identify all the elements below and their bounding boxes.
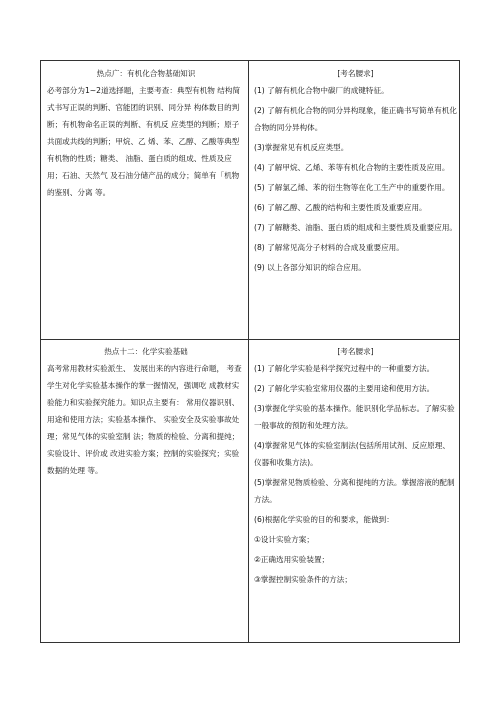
requirement-item: (2) 了解有机化合物的同分异构现象，能正确书写简单有机化合物的同分异构体。 (254, 106, 458, 132)
requirement-item: (9) 以上各部分知识的综合应用。 (254, 263, 366, 272)
hotspot-experiment-title: 热点十二：化学实验基础 (104, 347, 188, 356)
requirement-item: (3)掌握常见有机反应类型。 (254, 143, 349, 152)
hotspot-organic-cell (47, 65, 245, 201)
column-divider (248, 61, 249, 642)
requirement-item: ③掌握控制实验条件的方法； (254, 575, 352, 584)
requirement-item: ②正确选用实验装置； (254, 555, 330, 564)
requirement-item: (5)掌握常见物质检验、分离和提纯的方法。掌握溶液的配制方法。 (254, 478, 455, 504)
content-table (40, 60, 460, 643)
requirement-item: (8) 了解常见高分子材料的合成及重要应用。 (254, 243, 404, 252)
requirement-item: (6)根据化学实验的目的和要求，能做到： (254, 515, 394, 524)
requirement-item: (1) 了解有机化合物中碳厂的成键特征。 (254, 86, 389, 95)
hotspot-organic-title: 热点广：有机化合物基础知识 (96, 69, 196, 78)
hotspot-experiment-body: 高考常用教材实验派生、 发展出来的内容进行命题， 考查学生对化学实验基本操作的掌一握情况，强调吃 成教材实验能力和实验探究能力。知识点主要有： 常用仪器识别、用途和使用方法；实验基本操作、 实验安全及实验事故处理；常见气体的实验室制 法；物质的检验、分离和提纯；实验设计、评价或 改进实验方案；控制的实验探究；实验数据的处理 等。 (47, 364, 242, 475)
hotspot-organic-body: 必考部分为1~2道选择题，主要考查：典型有机物 结构简式书写正误的判断、官能团的识别、同分异 构体数目的判断；有机物命名正误的判断、有机反 应类型的判断；原子共面或共线的判断；甲烷、乙 烯、苯、乙醇、乙酸等典型有机物的性质；糖类、 油脂、蛋白质的组成、性质及应用；石油、天然气 及石油分储产品的成分；简单有「机物的鉴别、分离 等。 (47, 86, 241, 197)
requirements-organic-cell (254, 65, 457, 279)
row-divider (41, 339, 459, 340)
requirement-item: (4) 了解甲烷、乙烯、苯等有机化合物的主要性质及应用。 (254, 163, 450, 172)
requirement-item: (4)掌握常见气体的实验室制法(包括所用试剂、反应原理、仪器和收集方法)。 (254, 441, 450, 467)
requirements-experiment-cell (254, 343, 457, 591)
requirement-item: (3)掌握化学实验的基本操作。能识别化学品标志。了解实验一般事故的预防和处理方法。 (254, 404, 455, 430)
requirements-organic-title: [考名腰求] (337, 69, 374, 78)
hotspot-experiment-cell (47, 343, 245, 479)
requirement-item: (2) 了解化学实验室常用仪器的主要用途和使用方法。 (254, 384, 435, 393)
requirement-item: ①设计实验方案； (254, 535, 314, 544)
requirement-item: (1) 了解化学实验是科学探究过程中的一种重要方法。 (254, 364, 435, 373)
requirement-item: (6) 了解乙醇、乙酸的结构和主要性质及重要应用。 (254, 203, 427, 212)
requirement-item: (5) 了解氯乙烯、苯的衍生物等在化工生产中的重要作用。 (254, 183, 450, 192)
requirements-experiment-title: [考名腰求] (337, 347, 374, 356)
requirement-item: (7) 了解糖类、油脂、蛋白质的组成和主要性质及重要应用。 (254, 223, 458, 232)
